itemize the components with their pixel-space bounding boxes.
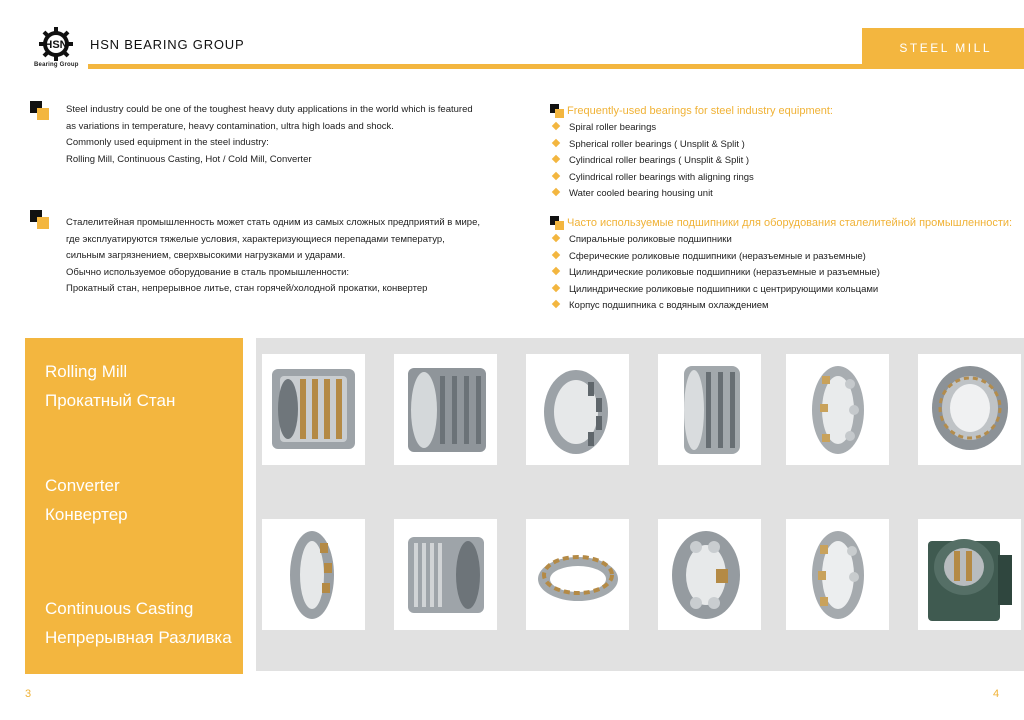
english-intro-line: Commonly used equipment in the steel industry: xyxy=(66,137,269,148)
bullet-diamond-icon xyxy=(552,172,560,180)
company-name: HSN BEARING GROUP xyxy=(90,37,245,52)
four-row-cylindrical-roller-bearing-photo xyxy=(262,354,365,465)
english-bearings-list xyxy=(550,120,754,203)
bullet-diamond-icon xyxy=(552,300,560,308)
logo-subtitle: Bearing Group xyxy=(34,62,79,68)
split-cylindrical-roller-bearing-photo xyxy=(262,519,365,630)
russian-bearings-list xyxy=(550,232,880,315)
russian-bearings-title: Часто используемые подшипники для оборудования сталелитейной промышленности: xyxy=(567,217,1013,229)
application-ru-label: Прокатный Стан xyxy=(45,391,176,410)
list-marker-icon xyxy=(550,216,564,230)
bullet-diamond-icon xyxy=(552,267,560,275)
bearing-label: Цилиндрические роликовые подшипники (неразъемные и разъемные) xyxy=(569,267,880,279)
bearing-label: Сферические роликовые подшипники (неразъемные и разъемные) xyxy=(569,250,866,262)
russian-intro xyxy=(66,215,480,298)
section-tab xyxy=(862,28,1024,68)
english-intro xyxy=(66,102,473,168)
bearing-label: Спиральные роликовые подшипники xyxy=(569,234,732,245)
page-number-left: 3 xyxy=(25,688,32,700)
bearing-label: Корпус подшипника с водяным охлаждением xyxy=(569,300,769,312)
section-marker-icon xyxy=(30,101,50,121)
list-item xyxy=(550,137,754,154)
bullet-diamond-icon xyxy=(552,155,560,163)
application-ru-label: Конвертер xyxy=(45,505,128,524)
multi-row-cylindrical-roller-bearing-photo xyxy=(394,519,497,630)
list-item xyxy=(550,298,880,315)
application-en-label: Converter xyxy=(45,476,120,495)
split-tapered-roller-bearing-photo xyxy=(658,354,761,465)
bearing-label: Cylindrical roller bearings with aligning rings xyxy=(569,171,754,183)
ball-bearing-with-brass-cage-photo xyxy=(786,519,889,630)
list-item xyxy=(550,249,880,266)
list-item xyxy=(550,170,754,187)
list-item xyxy=(550,265,880,282)
russian-intro-line: Прокатный стан, непрерывное литье, стан горячей/холодной прокатки, конвертер xyxy=(66,283,428,294)
application-en-label: Rolling Mill xyxy=(45,362,128,381)
list-item xyxy=(550,186,754,203)
double-row-ball-bearing-photo xyxy=(658,519,761,630)
photo-gallery-panel xyxy=(256,338,1024,671)
english-intro-line: Rolling Mill, Continuous Casting, Hot / Cold Mill, Converter xyxy=(66,153,312,165)
list-item xyxy=(550,232,880,249)
section-marker-icon xyxy=(30,210,50,230)
bullet-diamond-icon xyxy=(552,284,560,292)
russian-intro-line: Обычно используемое оборудование в сталь промышленности: xyxy=(66,266,350,278)
list-item xyxy=(550,120,754,137)
bullet-diamond-icon xyxy=(552,188,560,196)
bullet-diamond-icon xyxy=(552,234,560,242)
thrust-roller-bearing-photo xyxy=(526,519,629,630)
bearing-label: Spherical roller bearings ( Unsplit & Split ) xyxy=(569,138,745,150)
four-row-tapered-roller-bearing-photo xyxy=(394,354,497,465)
english-bearings-title: Frequently-used bearings for steel industry equipment: xyxy=(567,105,833,117)
single-row-cylindrical-roller-bearing-photo xyxy=(918,354,1021,465)
list-item xyxy=(550,282,880,299)
russian-intro-line: Сталелитейная промышленность может стать одним из самых сложных предприятий в мире, xyxy=(66,217,480,228)
logo-text: HSN xyxy=(44,39,68,51)
bullet-diamond-icon xyxy=(552,250,560,258)
angular-contact-ball-bearing-photo xyxy=(786,354,889,465)
russian-intro-line: где эксплуатируются тяжелые условия, характеризующиеся перепадами температур, xyxy=(66,233,445,245)
page-number-right: 4 xyxy=(993,688,1000,700)
bearing-label: Water cooled bearing housing unit xyxy=(569,188,713,200)
double-row-tapered-roller-bearing-photo xyxy=(526,354,629,465)
section-title: STEEL MILL xyxy=(899,41,992,55)
bearing-label: Spiral roller bearings xyxy=(569,122,657,133)
bullet-diamond-icon xyxy=(552,138,560,146)
bearing-label: Cylindrical roller bearings ( Unsplit & Split ) xyxy=(569,155,750,167)
english-intro-line: Steel industry could be one of the toughest heavy duty applications in the world which is featured xyxy=(66,104,473,115)
application-ru-label: Непрерывная Разливка xyxy=(45,628,232,647)
russian-intro-line: сильным загрязнением, сверхвысокими нагрузками и ударами. xyxy=(66,250,346,261)
water-cooled-bearing-housing-photo xyxy=(918,519,1021,630)
bullet-diamond-icon xyxy=(552,122,560,130)
bearing-label: Цилиндрические роликовые подшипники с центрирующими кольцами xyxy=(569,283,879,295)
list-item xyxy=(550,153,754,170)
english-intro-line: as variations in temperature, heavy contamination, ultra high loads and shock. xyxy=(66,120,394,132)
list-marker-icon xyxy=(550,104,564,118)
application-en-label: Continuous Casting xyxy=(45,599,194,618)
